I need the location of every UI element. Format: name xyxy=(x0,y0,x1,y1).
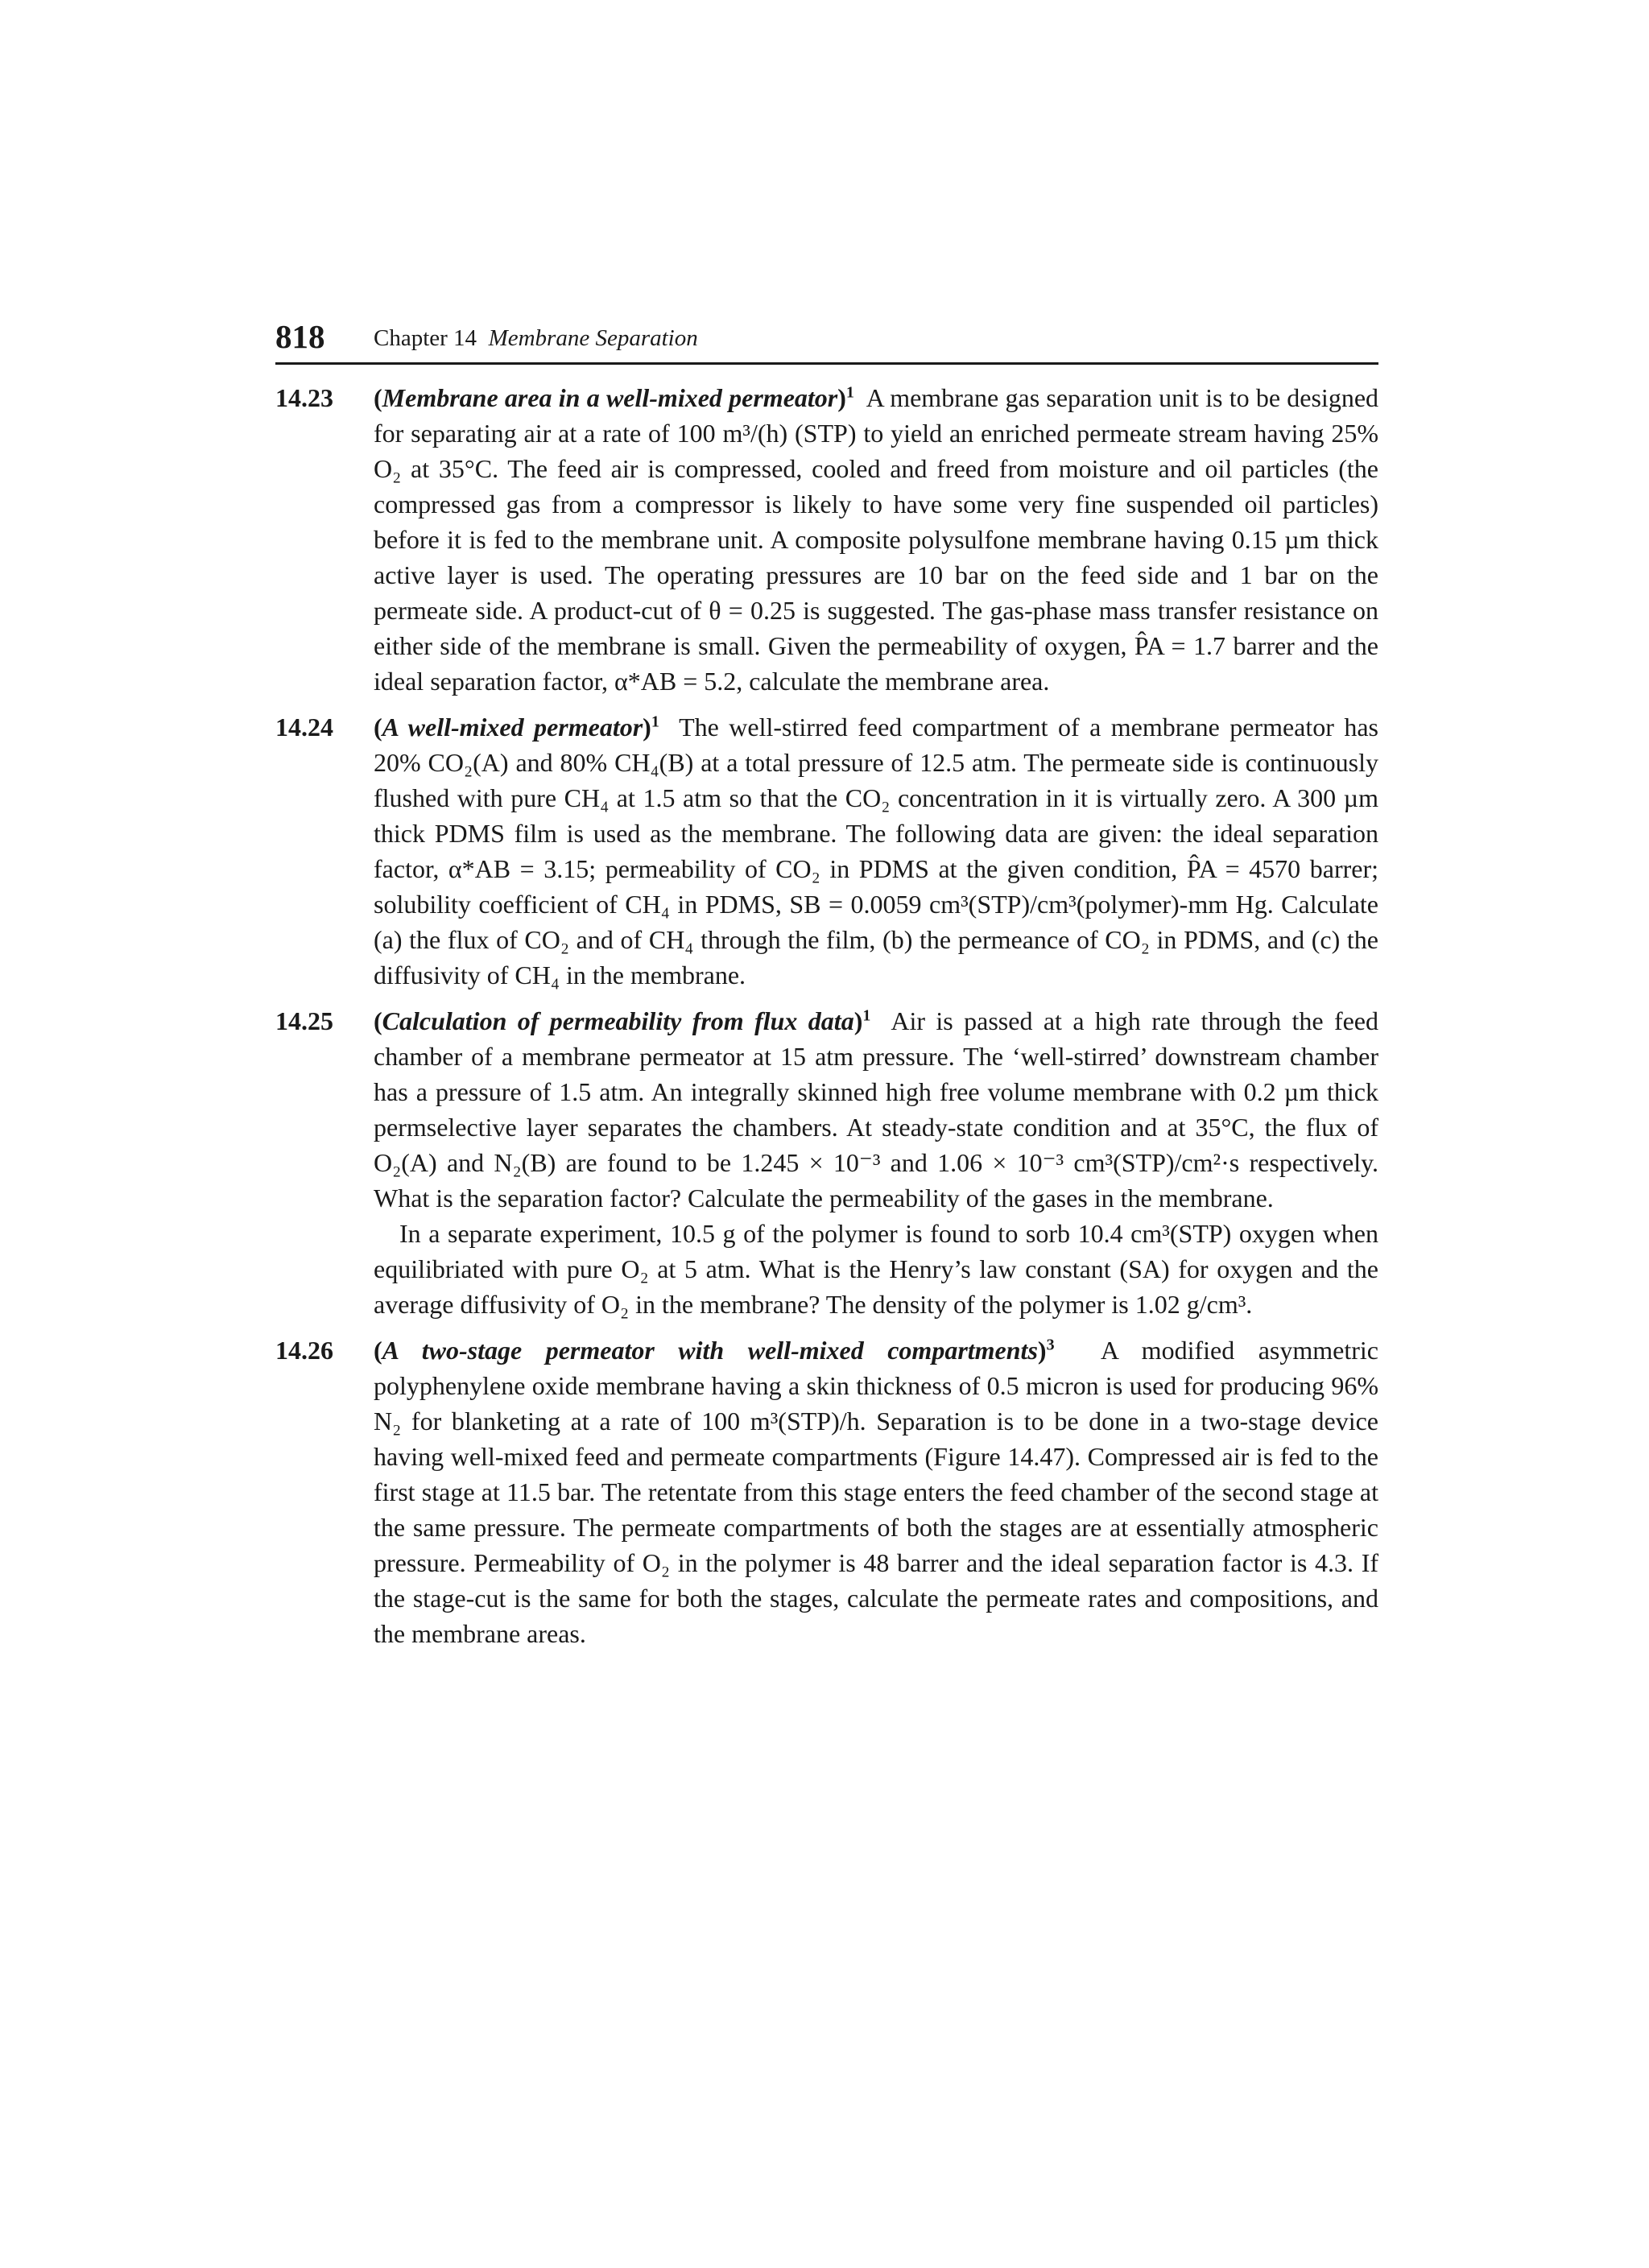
problem-text: A membrane gas separation unit is to be designed for separating air at a rate of 100 m³/(h) (STP) to yield an enriched permeate stream having 25% O₂ at 35°C. The feed air is compressed, cooled and freed from moisture and oil particles (the compressed gas from a compressor is likely to have some very fine suspended oil particles) before it is fed to the membrane unit. A composite polysulfone membrane having 0.15 µm thick active layer is used. The operating pressures are 10 bar on the feed side and 1 bar on the permeate side. A product-cut of θ = 0.25 is suggested. The gas-phase mass transfer resistance on either side of the membrane is small. Given the permeability of oxygen, P̂A = 1.7 barrer and the ideal separation factor, α*AB = 5.2, calculate the membrane area. xyxy=(374,383,1379,696)
reference-marker: 1 xyxy=(651,713,659,731)
problem-14-23 xyxy=(275,380,1378,699)
problem-title: A two-stage permeator with well-mixed compartments xyxy=(382,1336,1038,1365)
problem-number: 14.23 xyxy=(275,383,333,412)
problem-number: 14.24 xyxy=(275,713,333,742)
problem-number: 14.26 xyxy=(275,1336,333,1365)
problem-body xyxy=(374,380,1378,699)
reference-marker: 1 xyxy=(862,1006,871,1025)
problem-title: A well-mixed permeator xyxy=(382,713,643,742)
problem-body xyxy=(374,1003,1378,1322)
problem-list xyxy=(275,380,1378,1662)
problem-text: Air is passed at a high rate through the feed chamber of a membrane permeator at 15 atm pressure. The ‘well-stirred’ downstream chamber has a pressure of 1.5 atm. An integrally skinned high free volume membrane with 0.2 µm thick permselective layer separates the chambers. At steady-state condition and at 35°C, the flux of O₂(A) and N₂(B) are found to be 1.245 × 10⁻³ and 1.06 × 10⁻³ cm³(STP)/cm²·s respectively. What is the separation factor? Calculate the permeability of the gases in the membrane. xyxy=(374,1006,1379,1212)
problem-body xyxy=(374,1332,1378,1651)
problem-paragraph: (Membrane area in a well-mixed permeator)$^1$ A membrane gas separation unit is to be designed for separating air at a rate of 100 m³/(h) (STP) to yield an enriched permeate stream having 25% O₂ at 35°C. The feed air is compressed, cooled and freed from moisture and oil particles (the compressed gas from a compressor is likely to have some very fine suspended oil particles) before it is fed to the membrane unit. A composite polysulfone membrane having 0.15 µm thick active layer is used. The operating pressures are 10 bar on the feed side and 1 bar on the permeate side. A product-cut of θ = 0.25 is suggested. The gas-phase mass transfer resistance on either side of the membrane is small. Given the permeability of oxygen, P̂A = 1.7 barrer and the ideal separation factor, α*AB = 5.2, calculate the membrane area. xyxy=(374,383,1379,696)
problem-body xyxy=(374,709,1378,993)
problem-14-26 xyxy=(275,1332,1378,1651)
page-number: 818 xyxy=(275,318,325,355)
page-header xyxy=(275,312,1378,365)
problem-paragraph: (A two-stage permeator with well-mixed compartments)$^3$ A modified asymmetric polyphenylene oxide membrane having a skin thickness of 0.5 micron is used for producing 96% N₂ for blanketing at a rate of 100 m³(STP)/h. Separation is to be done in a two-stage device having well-mixed feed and permeate compartments (Figure 14.47). Compressed air is fed to the first stage at 11.5 bar. The retentate from this stage enters the feed chamber of the second stage at the same pressure. The permeate compartments of both the stages are at essentially atmospheric pressure. Permeability of O₂ in the polymer is 48 barrer and the ideal separation factor is 4.3. If the stage-cut is the same for both the stages, calculate the permeate rates and compositions, and the membrane areas. xyxy=(374,1336,1379,1648)
chapter-prefix: Chapter 14 xyxy=(374,325,477,351)
problem-title: Membrane area in a well-mixed permeator xyxy=(382,383,838,412)
problem-paragraph xyxy=(374,1216,1378,1322)
problem-14-24 xyxy=(275,709,1378,993)
problem-14-25 xyxy=(275,1003,1378,1322)
problem-text: A modified asymmetric polyphenylene oxide membrane having a skin thickness of 0.5 micron is used for producing 96% N₂ for blanketing at a rate of 100 m³(STP)/h. Separation is to be done in a two-stage device having well-mixed feed and permeate compartments (Figure 14.47). Compressed air is fed to the first stage at 11.5 bar. The retentate from this stage enters the feed chamber of the second stage at the same pressure. The permeate compartments of both the stages are at essentially atmospheric pressure. Permeability of O₂ in the polymer is 48 barrer and the ideal separation factor is 4.3. If the stage-cut is the same for both the stages, calculate the permeate rates and compositions, and the membrane areas. xyxy=(374,1336,1379,1648)
reference-marker: 1 xyxy=(845,383,854,402)
chapter-title: Membrane Separation xyxy=(488,325,698,351)
problem-text: The well-stirred feed compartment of a membrane permeator has 20% CO₂(A) and 80% CH₄(B) at a total pressure of 12.5 atm. The permeate side is continuously flushed with pure CH₄ at 1.5 atm so that the CO₂ concentration in it is virtually zero. A 300 µm thick PDMS film is used as the membrane. The following data are given: the ideal separation factor, α*AB = 3.15; permeability of CO₂ in PDMS at the given condition, P̂A = 4570 barrer; solubility coefficient of CH₄ in PDMS, SB = 0.0059 cm³(STP)/cm³(polymer)-mm Hg. Calculate (a) the flux of CO₂ and of CH₄ through the film, (b) the permeance of CO₂ in PDMS, and (c) the diffusivity of CH₄ in the membrane. xyxy=(374,713,1379,989)
problem-title: Calculation of permeability from flux data xyxy=(382,1006,854,1035)
problem-paragraph: (Calculation of permeability from flux data)$^1$ Air is passed at a high rate through the feed chamber of a membrane permeator at 15 atm pressure. The ‘well-stirred’ downstream chamber has a pressure of 1.5 atm. An integrally skinned high free volume membrane with 0.2 µm thick permselective layer separates the chambers. At steady-state condition and at 35°C, the flux of O₂(A) and N₂(B) are found to be 1.245 × 10⁻³ and 1.06 × 10⁻³ cm³(STP)/cm²·s respectively. What is the separation factor? Calculate the permeability of the gases in the membrane. xyxy=(374,1006,1379,1212)
problem-paragraph: (A well-mixed permeator)$^1$ The well-stirred feed compartment of a membrane permeator has 20% CO₂(A) and 80% CH₄(B) at a total pressure of 12.5 atm. The permeate side is continuously flushed with pure CH₄ at 1.5 atm so that the CO₂ concentration in it is virtually zero. A 300 µm thick PDMS film is used as the membrane. The following data are given: the ideal separation factor, α*AB = 3.15; permeability of CO₂ in PDMS at the given condition, P̂A = 4570 barrer; solubility coefficient of CH₄ in PDMS, SB = 0.0059 cm³(STP)/cm³(polymer)-mm Hg. Calculate (a) the flux of CO₂ and of CH₄ through the film, (b) the permeance of CO₂ in PDMS, and (c) the diffusivity of CH₄ in the membrane. xyxy=(374,713,1379,989)
problem-number: 14.25 xyxy=(275,1006,333,1035)
reference-marker: 3 xyxy=(1046,1336,1055,1354)
problem-text: In a separate experiment, 10.5 g of the polymer is found to sorb 10.4 cm³(STP) oxygen when equilibriated with pure O₂ at 5 atm. What is the Henry’s law constant (SA) for oxygen and the average diffusivity of O₂ in the membrane? The density of the polymer is 1.02 g/cm³. xyxy=(374,1219,1378,1319)
running-head xyxy=(374,325,698,352)
